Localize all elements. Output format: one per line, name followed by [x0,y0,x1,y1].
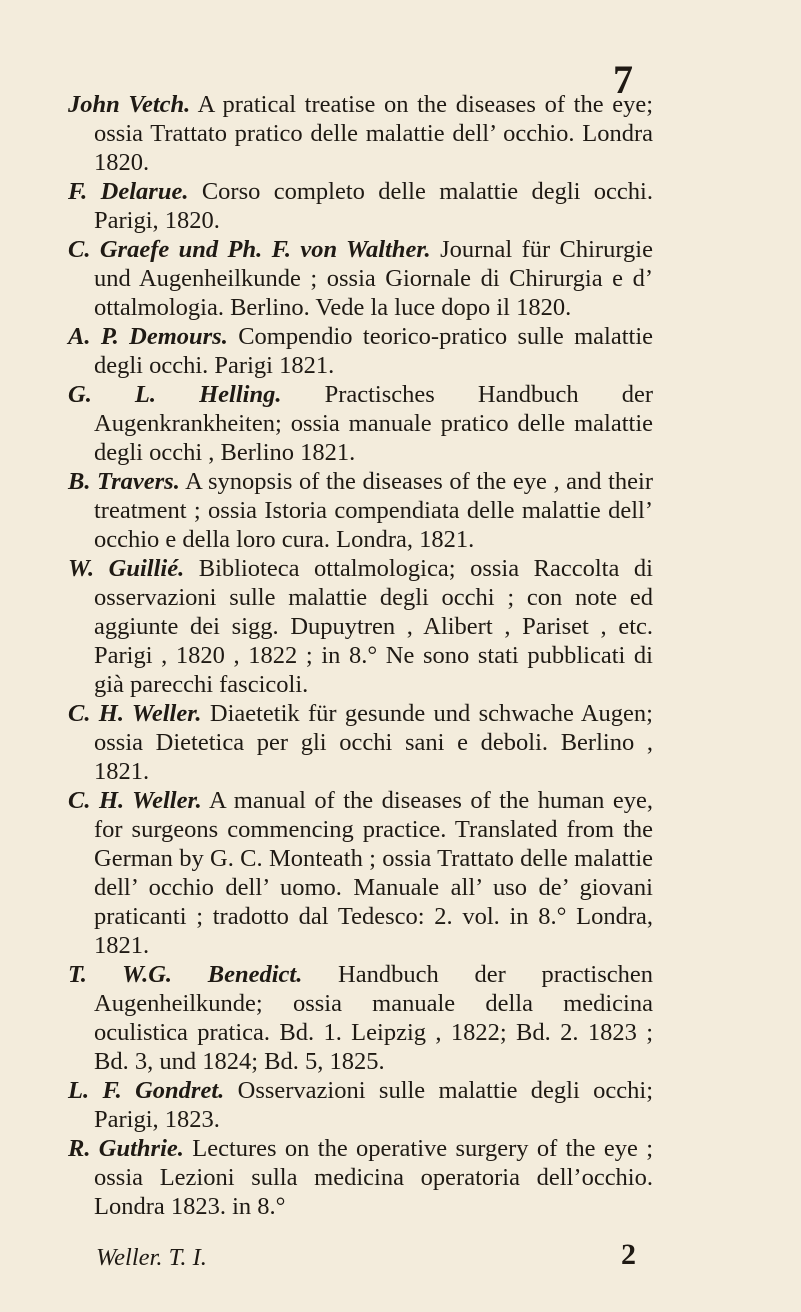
entry-author: R. Guthrie. [68,1135,184,1162]
entry-text: Compendio teorico-pratico sulle malattie degli occhi. Parigi 1821. [94,323,654,379]
entry-text: Journal für Chirurgie und Augenheilkunde ; ossia Giornale di Chirurgia e d’ ottalmologia. Berlino. Vede la luce dopo il 1820. [94,236,653,321]
entry-text: A pratical treatise on the diseases of the eye; ossia Trattato pratico delle malattie dell’ occhio. Londra 1820. [94,91,653,176]
entry-author: John Vetch. [68,91,191,118]
entry-author: C. H. Weller. [68,787,202,814]
entry-author: C. H. Weller. [68,700,202,727]
entry-author: B. Travers. [68,468,180,495]
bibliography-list [68,90,653,1221]
footer-signature: Weller. T. I. [96,1244,207,1271]
entry-author: L. F. Gondret. [68,1077,225,1104]
entry-text: Lectures on the operative surgery of the eye ; ossia Lezioni sulla medicina operatoria dell’occhio. Londra 1823. in 8.° [94,1135,654,1220]
bibliography-entry [68,960,653,1076]
entry-text: A manual of the diseases of the human eye, for surgeons commencing practice. Translated from the German by G. C. Monteath ; ossia Trattato delle malattie dell’ occhio dell’ uomo. Manuale all’ uso de’ giovani praticanti ; tradotto dal Tedesco: 2. vol. in 8.° Londra, 1821. [94,787,654,959]
entry-author: A. P. Demours. [68,323,228,350]
bibliography-entry [68,699,653,786]
bibliography-entry [68,786,653,960]
entry-text: A synopsis of the diseases of the eye , and their treatment ; ossia Istoria compendiata delle malattie dell’ occhio e della loro cura. Londra, 1821. [94,468,654,553]
entry-author: C. Graefe und Ph. F. von Walther. [68,236,431,263]
entry-text: Corso completo delle malattie degli occhi. Parigi, 1820. [94,178,653,234]
bibliography-entry [68,467,653,554]
bibliography-entry [68,322,653,380]
bibliography-entry [68,235,653,322]
bibliography-entry [68,90,653,177]
bibliography-entry [68,177,653,235]
bibliography-entry [68,380,653,467]
entry-text: Handbuch der practischen Augenheilkunde; ossia manuale della medicina oculistica pratica. Bd. 1. Leipzig , 1822; Bd. 2. 1823 ; Bd. 3, und 1824; Bd. 5, 1825. [94,961,654,1075]
page-number: 7 [613,57,633,102]
entry-author: F. Delarue. [68,178,189,205]
entry-text: Diaetetik für gesunde und schwache Augen; ossia Dietetica per gli occhi sani e deboli. Berlino , 1821. [94,700,653,785]
entry-author: T. W.G. Benedict. [68,961,303,988]
entry-text: Practisches Handbuch der Augenkrankheiten; ossia manuale pratico delle malattie degli occhi , Berlino 1821. [94,381,653,466]
entry-author: W. Guillié. [68,555,185,582]
entry-text: Osservazioni sulle malattie degli occhi; Parigi, 1823. [94,1077,654,1133]
entry-author: G. L. Helling. [68,381,282,408]
entry-text: Biblioteca ottalmologica; ossia Raccolta di osservazioni sulle malattie degli occhi ; con note ed aggiunte dei sigg. Dupuytren , Alibert , Pariset , etc. Parigi , 1820 , 1822 ; in 8.° Ne sono stati pubblicati di già parecchi fascicoli. [94,555,653,698]
bibliography-entry [68,1076,653,1134]
footer-signature-mark: 2 [621,1238,636,1271]
bibliography-entry [68,554,653,699]
bibliography-entry [68,1134,653,1221]
